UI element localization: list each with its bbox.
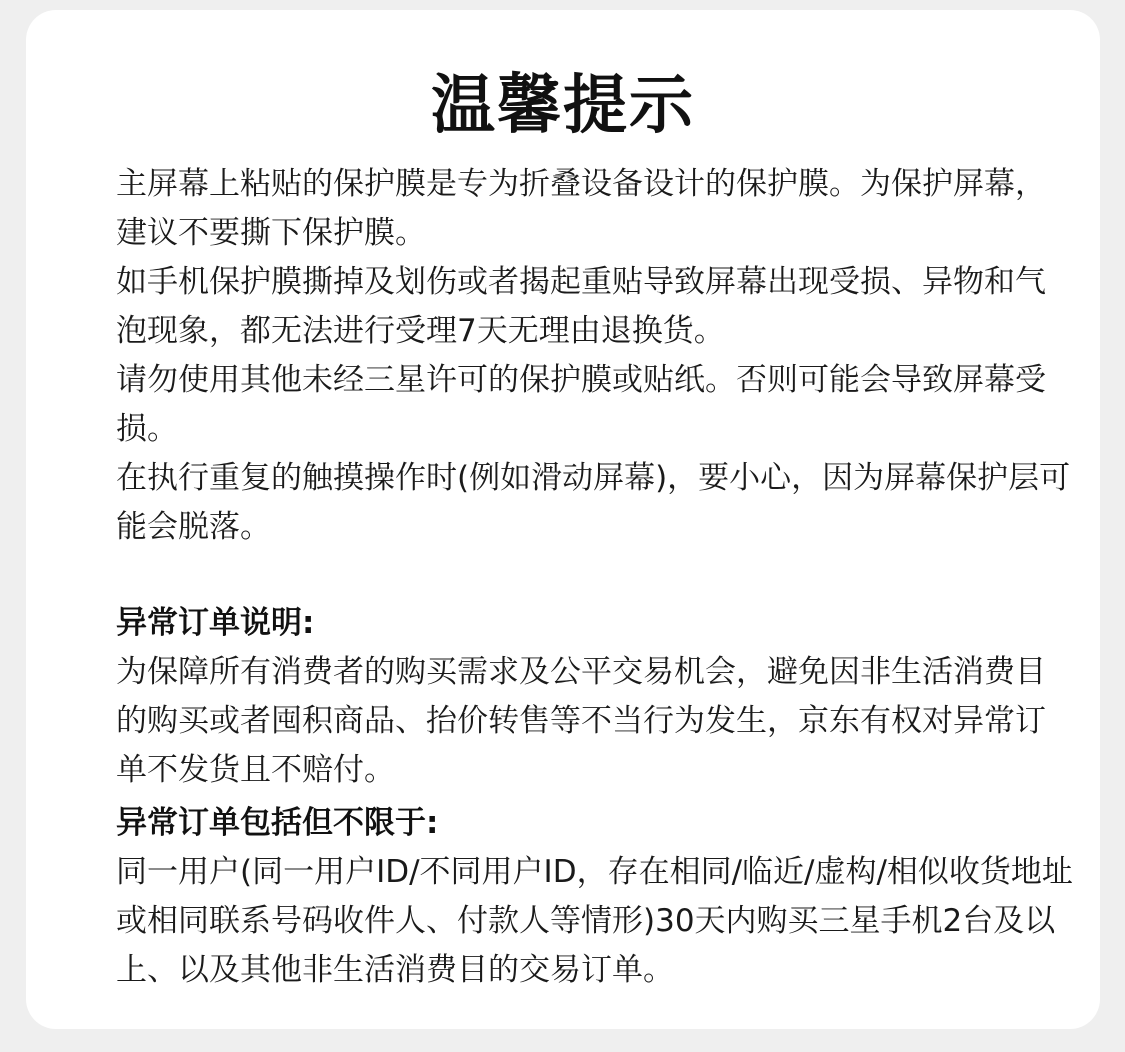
section-spacer [116,552,1076,599]
abnormal-includes-heading: 异常订单包括但不限于: [116,805,439,841]
notice-card [26,10,1100,1029]
abnormal-includes-text: 同一用户(同一用户ID/不同用户ID，存在相同/临近/虚构/相似收货地址或相同联系号码收件人、付款人等情形)30天内购买三星手机2台及以上、以及其他非生活消费目的交易订单。 [116,854,1073,988]
notice-paragraph-unauthorized-film: 请勿使用其他未经三星许可的保护膜或贴纸。否则可能会导致屏幕受损。 [116,362,1046,447]
notice-paragraph-touch-caution: 在执行重复的触摸操作时(例如滑动屏幕)，要小心，因为屏幕保护层可能会脱落。 [116,460,1071,545]
abnormal-order-heading: 异常订单说明: [116,605,315,641]
notice-content [116,160,1076,995]
notice-paragraph-return-policy: 如手机保护膜撕掉及划伤或者揭起重贴导致屏幕出现受损、异物和气泡现象，都无法进行受理7天无理由退换货。 [116,264,1046,349]
notice-paragraph-protective-film: 主屏幕上粘贴的保护膜是专为折叠设备设计的保护膜。为保护屏幕，建议不要撕下保护膜。 [116,166,1046,251]
abnormal-order-text: 为保障所有消费者的购买需求及公平交易机会，避免因非生活消费目的购买或者囤积商品、抬价转售等不当行为发生，京东有权对异常订单不发货且不赔付。 [116,654,1046,788]
notice-title: 温馨提示 [431,69,695,143]
